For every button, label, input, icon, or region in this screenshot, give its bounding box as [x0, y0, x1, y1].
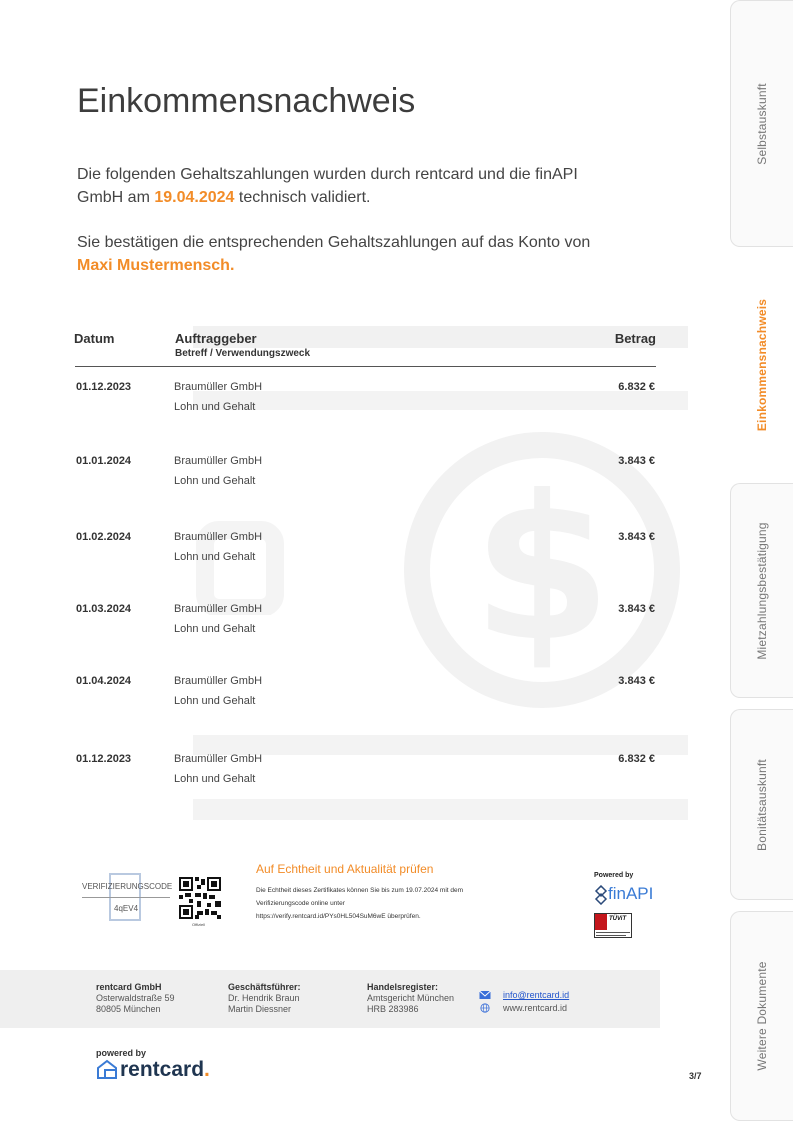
powered-by-label: Powered by	[594, 872, 634, 879]
row-amount: 3.843 €	[618, 675, 655, 687]
row-amount: 3.843 €	[618, 531, 655, 543]
tab-einkommensnachweis[interactable]	[730, 258, 793, 472]
row-purpose: Lohn und Gehalt	[174, 773, 256, 785]
finapi-logo	[594, 884, 653, 905]
row-purpose: Lohn und Gehalt	[174, 695, 256, 707]
tuev-badge	[594, 913, 632, 938]
row-party: Braumüller GmbH	[174, 531, 263, 543]
page-title: Einkommensnachweis	[77, 82, 416, 120]
row-date: 01.12.2023	[76, 753, 132, 765]
rentcard-dot: .	[204, 1058, 210, 1081]
row-stripe	[193, 391, 688, 410]
globe-icon	[479, 1003, 491, 1013]
tab-label: Mietzahlungsbestätigung	[755, 521, 769, 660]
page-number: 3/7	[689, 1071, 702, 1081]
row-stripe	[193, 799, 688, 820]
row-purpose: Lohn und Gehalt	[174, 551, 256, 563]
rentcard-wordmark: rentcard	[120, 1058, 205, 1081]
qr-caption: Offiziell	[192, 922, 206, 927]
email-link[interactable]: info@rentcard.id	[503, 990, 570, 1000]
mail-icon	[479, 990, 491, 1000]
intro-line2-prefix: GmbH am	[77, 189, 155, 206]
tab-selbstauskunft[interactable]	[730, 0, 793, 247]
verification-title: Auf Echtheit und Aktualität prüfen	[256, 862, 434, 876]
confirm-text: Sie bestätigen die entsprechenden Gehaltszahlungen auf das Konto von	[77, 234, 591, 251]
intro-line1: Die folgenden Gehaltszahlungen wurden durch rentcard und die finAPI	[77, 166, 578, 183]
tuev-badge-text: TÜViT	[609, 916, 627, 922]
svg-text:$: $	[472, 453, 612, 686]
row-party: Braumüller GmbH	[174, 603, 263, 615]
verification-label: VERIFIZIERUNGSCODE	[82, 882, 173, 891]
qr-code-icon[interactable]	[179, 877, 221, 919]
dollar-watermark-icon	[400, 428, 685, 713]
row-amount: 3.843 €	[618, 455, 655, 467]
register-number: HRB 283986	[367, 1004, 419, 1014]
website-link[interactable]: www.rentcard.id	[503, 1003, 568, 1013]
table-header-background	[193, 326, 688, 348]
tab-label: Selbstauskunft	[755, 82, 769, 165]
validation-date: 19.04.2024	[154, 189, 235, 206]
row-date: 01.01.2024	[76, 455, 132, 467]
row-purpose: Lohn und Gehalt	[174, 475, 256, 487]
verification-text-line1: Die Echtheit dieses Zertifikates können Sie bis zum 19.07.2024 mit dem	[256, 887, 464, 894]
row-amount: 3.843 €	[618, 603, 655, 615]
rentcard-house-icon	[96, 1059, 120, 1079]
finapi-text: finAPI	[608, 884, 654, 903]
tab-mietzahlungsbestaetigung[interactable]	[730, 483, 793, 698]
manager-1: Dr. Hendrik Braun	[228, 993, 300, 1003]
company-name: rentcard GmbH	[96, 982, 162, 992]
verification-text	[256, 884, 516, 923]
account-holder-name: Maxi Mustermensch.	[77, 257, 235, 274]
header-date: Datum	[74, 331, 115, 346]
verification-text-line2: Verifizierungscode online unter	[256, 900, 345, 907]
row-amount: 6.832 €	[618, 381, 655, 393]
rentcard-logo	[96, 1058, 210, 1082]
tab-bonitaetsauskunft[interactable]	[730, 709, 793, 900]
row-date: 01.02.2024	[76, 531, 132, 543]
footer-company	[96, 982, 175, 1015]
header-party: Auftraggeber	[175, 331, 257, 346]
register-label: Handelsregister:	[367, 982, 439, 992]
header-amount: Betrag	[614, 331, 656, 346]
row-date: 01.04.2024	[76, 675, 132, 687]
manager-2: Martin Diessner	[228, 1004, 292, 1014]
intro-paragraph	[77, 163, 657, 209]
row-party: Braumüller GmbH	[174, 455, 263, 467]
tab-label: Bonitätsauskunft	[755, 758, 769, 851]
row-purpose: Lohn und Gehalt	[174, 401, 256, 413]
row-party: Braumüller GmbH	[174, 753, 263, 765]
management-label: Geschäftsführer:	[228, 982, 301, 992]
row-amount: 6.832 €	[618, 753, 655, 765]
verification-code: 4qEV4	[114, 904, 139, 913]
tab-label: Einkommensnachweis	[755, 298, 769, 432]
register-court: Amtsgericht München	[367, 993, 455, 1003]
company-street: Osterwaldstraße 59	[96, 993, 175, 1003]
intro-line2-suffix: technisch validiert.	[234, 189, 371, 206]
footer-register	[367, 982, 454, 1015]
row-party: Braumüller GmbH	[174, 381, 263, 393]
row-date: 01.12.2023	[76, 381, 132, 393]
row-party: Braumüller GmbH	[174, 675, 263, 687]
header-purpose: Betreff / Verwendungszweck	[175, 348, 311, 359]
row-purpose: Lohn und Gehalt	[174, 623, 256, 635]
company-city: 80805 München	[96, 1004, 161, 1014]
confirm-paragraph	[77, 231, 657, 277]
verification-url[interactable]: https://verify.rentcard.id/PYs0HL504SuM6wE überprüfen.	[256, 913, 421, 920]
finapi-icon	[594, 885, 608, 905]
row-stripe	[193, 735, 688, 755]
header-divider	[75, 366, 656, 367]
row-date: 01.03.2024	[76, 603, 132, 615]
verification-divider	[82, 897, 170, 898]
footer-management	[228, 982, 301, 1015]
powered-by-rentcard-label: powered by	[96, 1048, 147, 1058]
tab-weitere-dokumente[interactable]	[730, 911, 793, 1121]
tab-label: Weitere Dokumente	[755, 961, 769, 1071]
